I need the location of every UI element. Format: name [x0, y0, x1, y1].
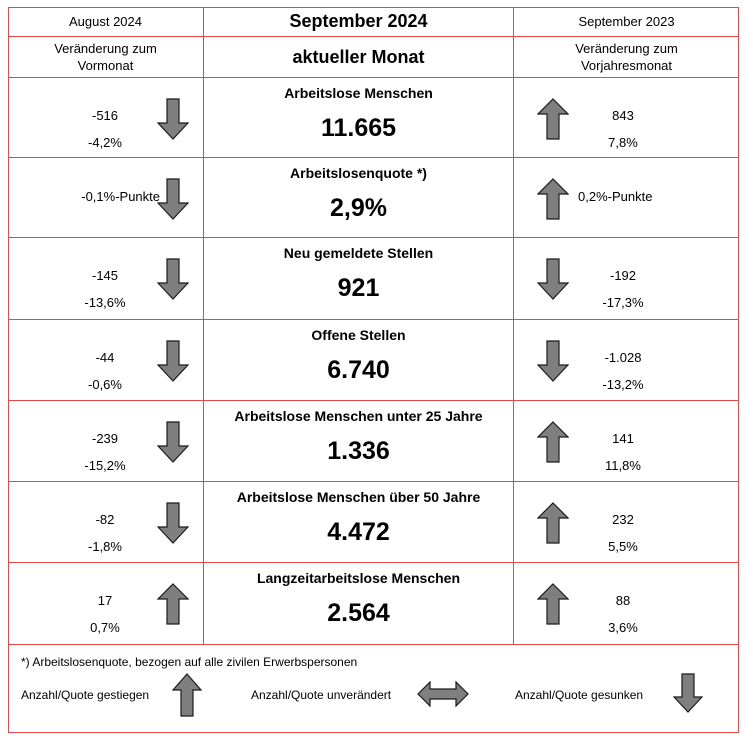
row-divider [8, 77, 739, 78]
change-prev-month-pct: -15,2% [84, 458, 126, 473]
indicator-label: Langzeitarbeitslose Menschen [256, 570, 461, 586]
header-center-title: September 2024 [289, 11, 428, 31]
legend-sideways-arrow-icon [417, 681, 469, 707]
change-prev-year-pct: 11,8% [605, 458, 641, 473]
arrow-up-icon [537, 178, 569, 220]
indicator-value: 1.336 [327, 437, 390, 465]
arrow-down-icon [157, 340, 189, 382]
indicator-value: 11.665 [320, 114, 397, 142]
change-prev-month-pct: -0,6% [88, 377, 122, 392]
change-prev-month-pct: 0,7% [90, 620, 120, 635]
table-bottom-divider [8, 644, 739, 645]
row-divider [8, 400, 739, 401]
header-right-subtitle [514, 40, 739, 74]
indicator-label: Arbeitslosenquote *) [290, 165, 427, 181]
change-prev-year-abs: 843 [612, 108, 634, 123]
change-prev-year-abs: 0,2%-Punkte [578, 189, 653, 204]
legend-down-arrow-icon [673, 673, 703, 713]
arrow-down-icon [157, 98, 189, 140]
arrow-down-icon [157, 502, 189, 544]
change-prev-month-pct: -13,6% [84, 295, 126, 310]
change-prev-month-abs: -239 [91, 431, 119, 446]
arrow-up-icon [537, 421, 569, 463]
row-divider [8, 157, 739, 158]
legend-down-label: Anzahl/Quote gesunken [515, 688, 644, 702]
change-prev-month-abs: 17 [97, 593, 113, 608]
change-prev-month-pct: -4,2% [88, 135, 122, 150]
indicator-value: 921 [337, 274, 380, 302]
header-right-title: September 2023 [578, 14, 675, 29]
header-right-sub-line2: Vorjahresmonat [580, 58, 673, 73]
arrow-up-icon [537, 502, 569, 544]
indicator-value: 2,9% [330, 194, 387, 222]
change-prev-year-abs: 88 [615, 593, 631, 608]
row-divider [8, 237, 739, 238]
arrow-up-icon [537, 583, 569, 625]
legend-up-arrow-icon [172, 673, 202, 717]
indicator-label: Arbeitslose Menschen [284, 85, 433, 101]
change-prev-year-pct: 5,5% [608, 539, 638, 554]
change-prev-year-pct: 3,6% [608, 620, 638, 635]
indicator-value: 6.740 [327, 356, 390, 384]
indicator-value: 4.472 [327, 518, 390, 546]
change-prev-year-pct: 7,8% [608, 135, 638, 150]
arrow-down-icon [157, 258, 189, 300]
header-left-sub-line2: Vormonat [77, 58, 134, 73]
column-divider-right [513, 7, 514, 644]
indicator-label: Arbeitslose Menschen über 50 Jahre [236, 489, 481, 505]
header-right-sub-line1: Veränderung zum [575, 41, 678, 56]
change-prev-month-abs: -44 [95, 350, 115, 365]
legend-up-label: Anzahl/Quote gestiegen [21, 688, 150, 702]
change-prev-year-pct: -13,2% [602, 377, 644, 392]
change-prev-month-abs: -82 [95, 512, 115, 527]
change-prev-month-abs: -145 [91, 268, 119, 283]
arrow-up-icon [537, 98, 569, 140]
change-prev-year-abs: -1.028 [604, 350, 642, 365]
column-divider-left [203, 7, 204, 644]
arrow-down-icon [537, 340, 569, 382]
header-divider [8, 36, 739, 37]
footnote: *) Arbeitslosenquote, bezogen auf alle zivilen Erwerbspersonen [21, 655, 358, 669]
indicator-value: 2.564 [327, 599, 390, 627]
change-prev-month-abs: -516 [91, 108, 119, 123]
row-divider [8, 481, 739, 482]
legend-same-label: Anzahl/Quote unverändert [251, 688, 392, 702]
header-left-sub-line1: Veränderung zum [54, 41, 157, 56]
change-prev-year-abs: 141 [612, 431, 634, 446]
change-prev-year-pct: -17,3% [602, 295, 644, 310]
change-prev-year-abs: -192 [609, 268, 637, 283]
row-divider [8, 562, 739, 563]
indicator-label: Arbeitslose Menschen unter 25 Jahre [234, 408, 483, 424]
indicator-label: Offene Stellen [311, 327, 406, 343]
header-center-subtitle: aktueller Monat [292, 47, 425, 67]
arrow-down-icon [537, 258, 569, 300]
arrow-down-icon [157, 421, 189, 463]
arrow-down-icon [157, 178, 189, 220]
header-left-title: August 2024 [68, 14, 142, 29]
change-prev-month-pct: -1,8% [88, 539, 122, 554]
arrow-up-icon [157, 583, 189, 625]
change-prev-year-abs: 232 [612, 512, 634, 527]
header-left-subtitle [8, 40, 203, 74]
indicator-label: Neu gemeldete Stellen [283, 245, 434, 261]
change-prev-month-abs: -0,1%-Punkte [81, 189, 160, 204]
row-divider [8, 319, 739, 320]
